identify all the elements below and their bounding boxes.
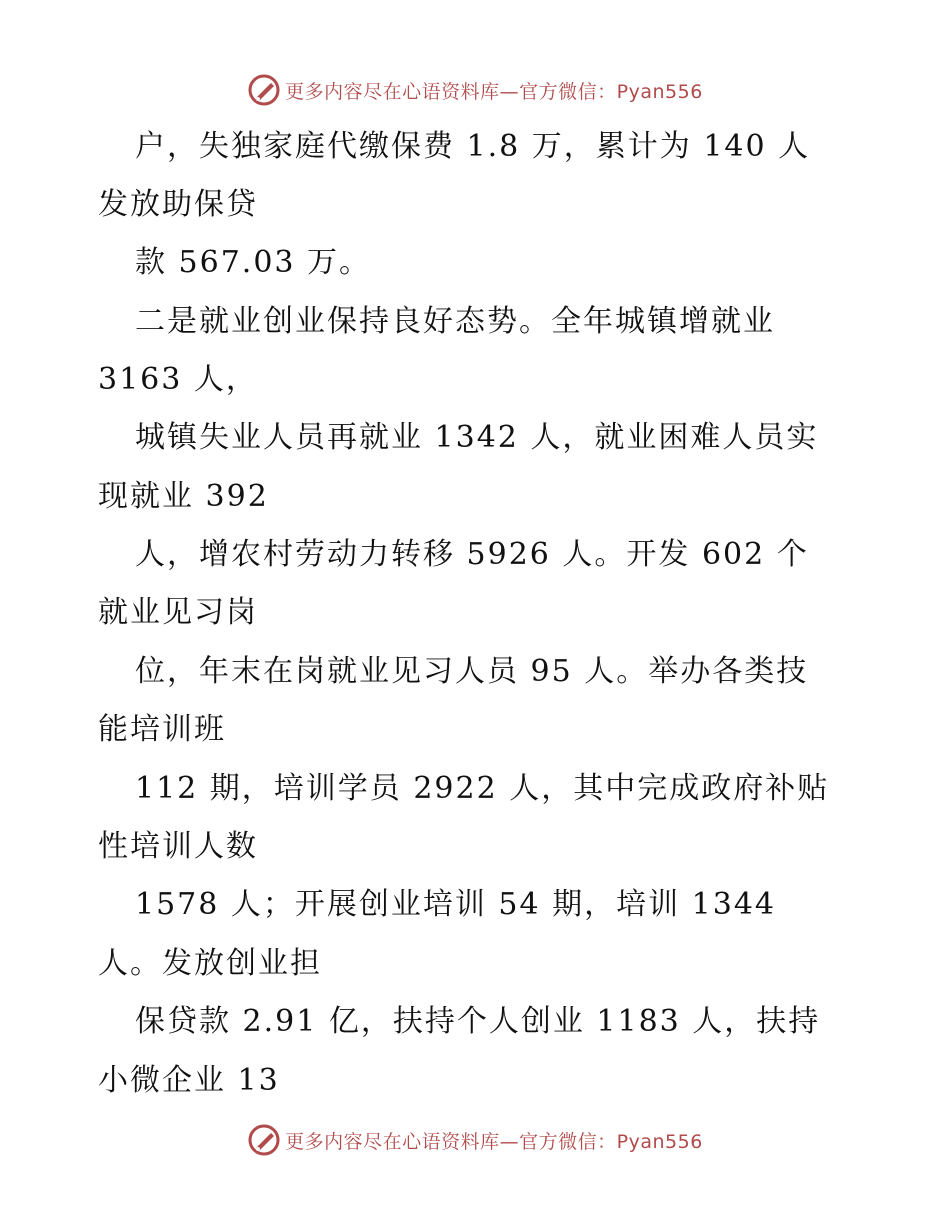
footer-banner-text: 更多内容尽在心语资料库—官方微信：Pyan556 [285,1130,703,1153]
text-line-3: 款 567.03 万。 [135,245,372,280]
text-line-8: 人，增农村劳动力转移 5926 人。开发 602 个 [135,537,809,572]
text-line-1: 户，失独家庭代缴保费 1.8 万，累计为 140 人 [135,129,811,164]
header-banner-text: 更多内容尽在心语资料库—官方微信：Pyan556 [285,80,703,103]
text-line-11: 能培训班 [98,712,226,747]
text-line-15: 人。发放创业担 [98,946,322,981]
text-line-10: 位，年末在岗就业见习人员 95 人。举办各类技 [135,654,809,689]
text-line-4: 二是就业创业保持良好态势。全年城镇增就业 [135,304,775,339]
text-line-5: 3163 人， [98,362,258,397]
text-line-7: 现就业 392 [98,479,269,514]
text-line-14: 1578 人；开展创业培训 54 期，培训 1344 [135,887,777,922]
text-line-6: 城镇失业人员再就业 1342 人，就业困难人员实 [135,420,819,455]
text-line-12: 112 期，培训学员 2922 人，其中完成政府补贴 [135,771,830,806]
footer-banner [0,1120,950,1160]
text-line-2: 发放助保贷 [98,187,258,222]
pen-logo-icon [247,1123,281,1157]
text-line-13: 性培训人数 [98,829,258,864]
text-line-16: 保贷款 2.91 亿，扶持个人创业 1183 人，扶持 [135,1004,821,1039]
text-line-17: 小微企业 13 [98,1063,280,1098]
pen-logo-icon [247,73,281,107]
text-line-9: 就业见习岗 [98,595,258,630]
header-banner [0,70,950,110]
